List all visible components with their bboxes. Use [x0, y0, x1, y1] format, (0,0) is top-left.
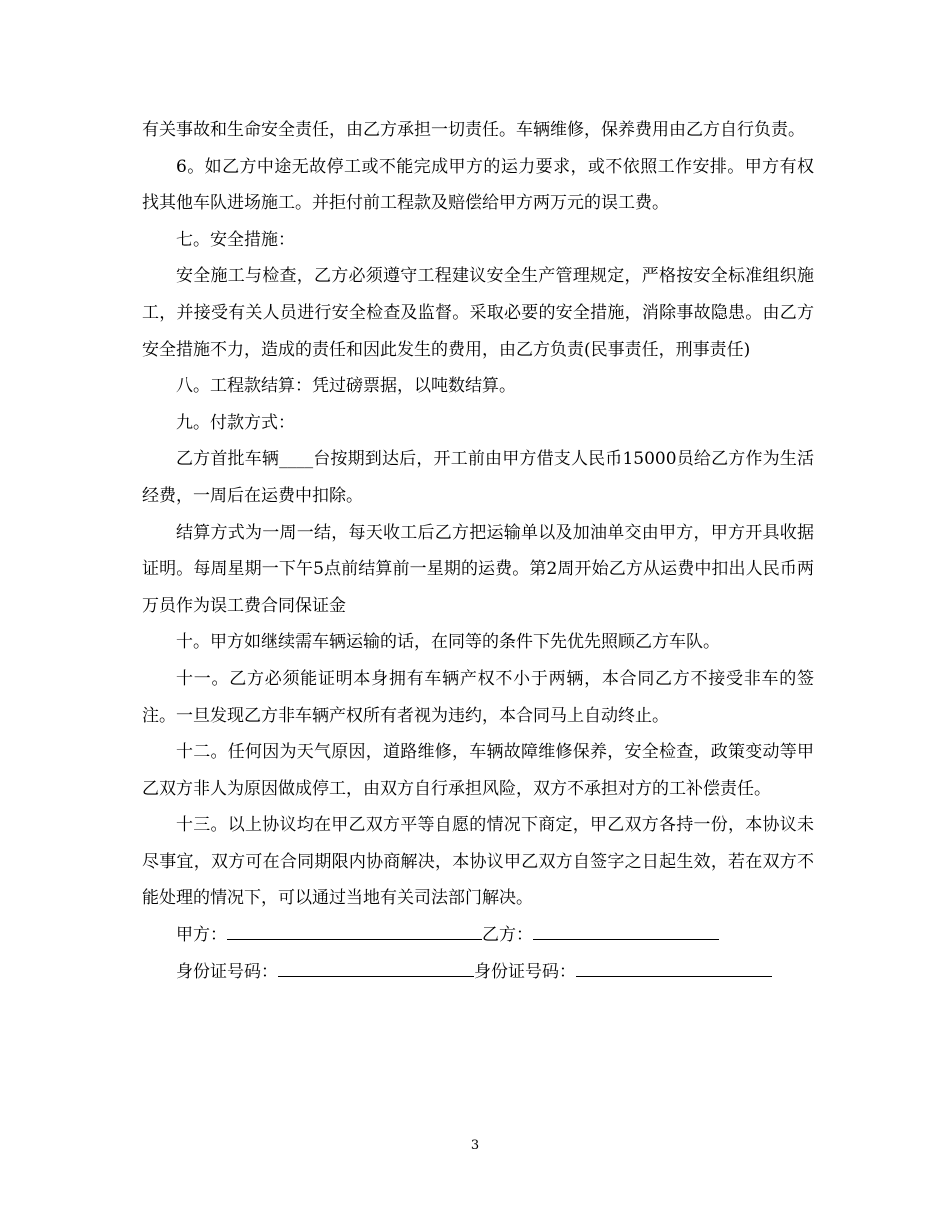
paragraph-liability-continued: 有关事故和生命安全责任，由乙方承担一切责任。车辆维修，保养费用由乙方自行负责。 — [142, 120, 805, 140]
page-number: 3 — [470, 1138, 480, 1153]
paragraph-payment-advance: 乙方首批车辆____台按期到达后，开工前由甲方借支人民币15000员给乙方作为生活经费，一周后在运费中扣除。 — [142, 449, 814, 506]
id-number-label-a: 身份证号码： — [176, 961, 278, 982]
id-number-line-b — [576, 959, 772, 977]
heading-clause-9-payment: 九。付款方式： — [176, 412, 295, 433]
party-b-signature-line — [533, 922, 719, 940]
id-number-label-b: 身份证号码： — [474, 961, 576, 982]
paragraph-clause-11: 十一。乙方必须能证明本身拥有车辆产权不小于两辆，本合同乙方不接受非车的签注。一旦发现乙方非车辆产权所有者视为违约，本合同马上自动终止。 — [142, 668, 814, 726]
paragraph-clause-10: 十。甲方如继续需车辆运输的话，在同等的条件下先优先照顾乙方车队。 — [176, 632, 720, 653]
signature-row-id-numbers — [142, 954, 814, 991]
party-a-signature-line — [227, 922, 482, 940]
paragraph-safety-measures: 安全施工与检查，乙方必须遵守工程建议安全生产管理规定，严格按安全标准组织施工，并接受有关人员进行安全检查及监督。采取必要的安全措施，消除事故隐患。由乙方安全措施不力，造成的责任和因此发生的费用，由乙方负责(民事责任，刑事责任) — [142, 266, 814, 360]
document-body — [142, 112, 814, 990]
id-number-line-a — [278, 959, 474, 977]
paragraph-clause-6: 6。如乙方中途无故停工或不能完成甲方的运力要求，或不依照工作安排。甲方有权找其他车队进场施工。并拒付前工程款及赔偿给甲方两万元的误工费。 — [142, 156, 814, 214]
paragraph-payment-settlement: 结算方式为一周一结，每天收工后乙方把运输单以及加油单交由甲方，甲方开具收据证明。每周星期一下午5点前结算前一星期的运费。第2周开始乙方从运费中扣出人民币两万员作为误工费合同保证金 — [142, 522, 814, 616]
paragraph-clause-8-settlement: 八。工程款结算：凭过磅票据，以吨数结算。 — [176, 376, 516, 397]
signature-row-parties — [142, 917, 814, 954]
party-a-label: 甲方： — [176, 925, 227, 946]
party-b-label: 乙方： — [482, 925, 533, 946]
paragraph-clause-12: 十二。任何因为天气原因，道路维修，车辆故障维修保养，安全检查，政策变动等甲乙双方非人为原因做成停工，由双方自行承担风险，双方不承担对方的工补偿责任。 — [142, 742, 814, 799]
paragraph-clause-13: 十三。以上协议均在甲乙双方平等自愿的情况下商定，甲乙双方各持一份，本协议未尽事宜，双方可在合同期限内协商解决，本协议甲乙双方自签字之日起生效，若在双方不能处理的情况下，可以通过当地有关司法部门解决。 — [142, 815, 814, 909]
heading-clause-7-safety: 七。安全措施： — [176, 229, 295, 250]
